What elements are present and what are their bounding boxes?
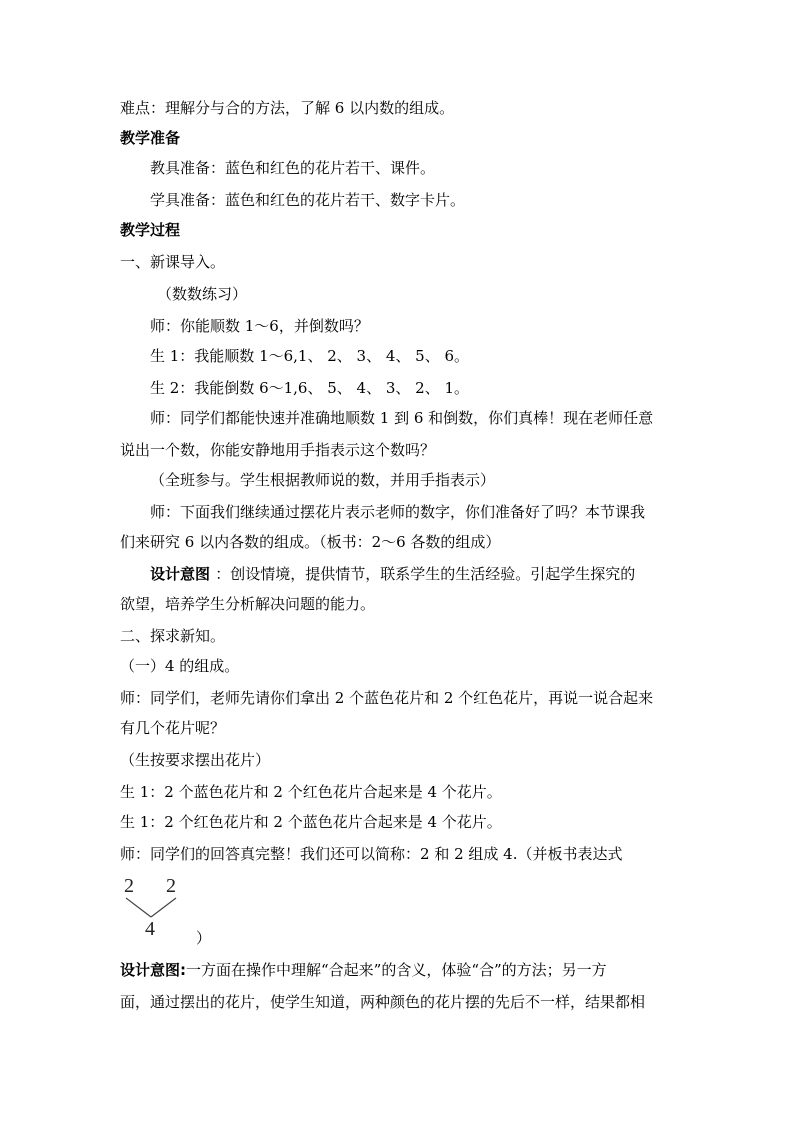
design-intent-line (120, 960, 680, 980)
design-intent-label: 设计意图: (120, 961, 186, 979)
text-line: 师：同学们都能快速并准确地顺数 1 到 6 和倒数，你们真棒！现在老师任意 (150, 409, 654, 427)
text-line: 教具准备：蓝色和红色的花片若干、课件。 (150, 159, 436, 177)
text-line: 们来研究 6 以内各数的组成。（板书：2～6 各数的组成） (120, 533, 501, 551)
text-line: 生 1：我能顺数 1～6,1、 2、 3、 4、 5、 6。 (150, 347, 470, 365)
text-line: 有几个花片呢？ (120, 719, 226, 737)
design-intent-label: 设计意图 (150, 565, 216, 583)
text-line: 说出一个数，你能安静地用手指表示这个数吗？ (120, 441, 436, 459)
section-heading: 教学准备 (120, 129, 181, 147)
text-line: 生 1：2 个蓝色花片和 2 个红色花片合起来是 4 个花片。 (120, 783, 502, 801)
text-line: 师：你能顺数 1～6，并倒数吗？ (150, 317, 369, 335)
text-line: 师：下面我们继续通过摆花片表示老师的数字，你们准备好了吗？本节课我 (150, 503, 646, 521)
text-line: （全班参与。学生根据教师说的数，并用手指表示） (150, 471, 496, 489)
text-line: 一、新课导入。 (120, 253, 226, 271)
text-line: 面，通过摆出的花片，使学生知道，两种颜色的花片摆的先后不一样，结果都相 (120, 993, 646, 1011)
text-line: 欲望，培养学生分析解决问题的能力。 (120, 595, 376, 613)
text-line: 生 1：2 个红色花片和 2 个蓝色花片合起来是 4 个花片。 (120, 813, 502, 831)
text-line: （数数练习） (157, 285, 248, 303)
diagram-total-number: 4 (145, 918, 155, 940)
text-line: 学具准备：蓝色和红色的花片若干、数字卡片。 (150, 191, 466, 209)
design-intent-line (150, 564, 710, 584)
text-line: （生按要求摆出花片） (120, 751, 271, 769)
section-heading: 教学过程 (120, 221, 181, 239)
text-line: 师：同学们，老师先请你们拿出 2 个蓝色花片和 2 个红色花片，再说一说合起来 (120, 689, 654, 707)
closing-paren: ） (196, 929, 212, 947)
text-line: 难点：理解分与合的方法，了解 6 以内数的组成。 (120, 99, 455, 117)
design-intent-text: ：创设情境，提供情节，联系学生的生活经验。引起学生探究的 (215, 565, 636, 583)
diagram-right-number: 2 (166, 875, 176, 897)
diagram-branch-lines (118, 872, 208, 942)
text-line: （一）4 的组成。 (120, 657, 240, 675)
text-line: 二、探求新知。 (120, 627, 226, 645)
text-line: 生 2：我能倒数 6～1,6、 5、 4、 3、 2、 1。 (150, 379, 470, 397)
diagram-left-number: 2 (124, 875, 134, 897)
composition-diagram (118, 872, 208, 942)
design-intent-text: 一方面在操作中理解“合起来”的含义，体验“合”的方法；另一方 (186, 961, 607, 979)
text-line: 师：同学们的回答真完整！我们还可以简称：2 和 2 组成 4.（并板书表达式 (120, 845, 623, 863)
